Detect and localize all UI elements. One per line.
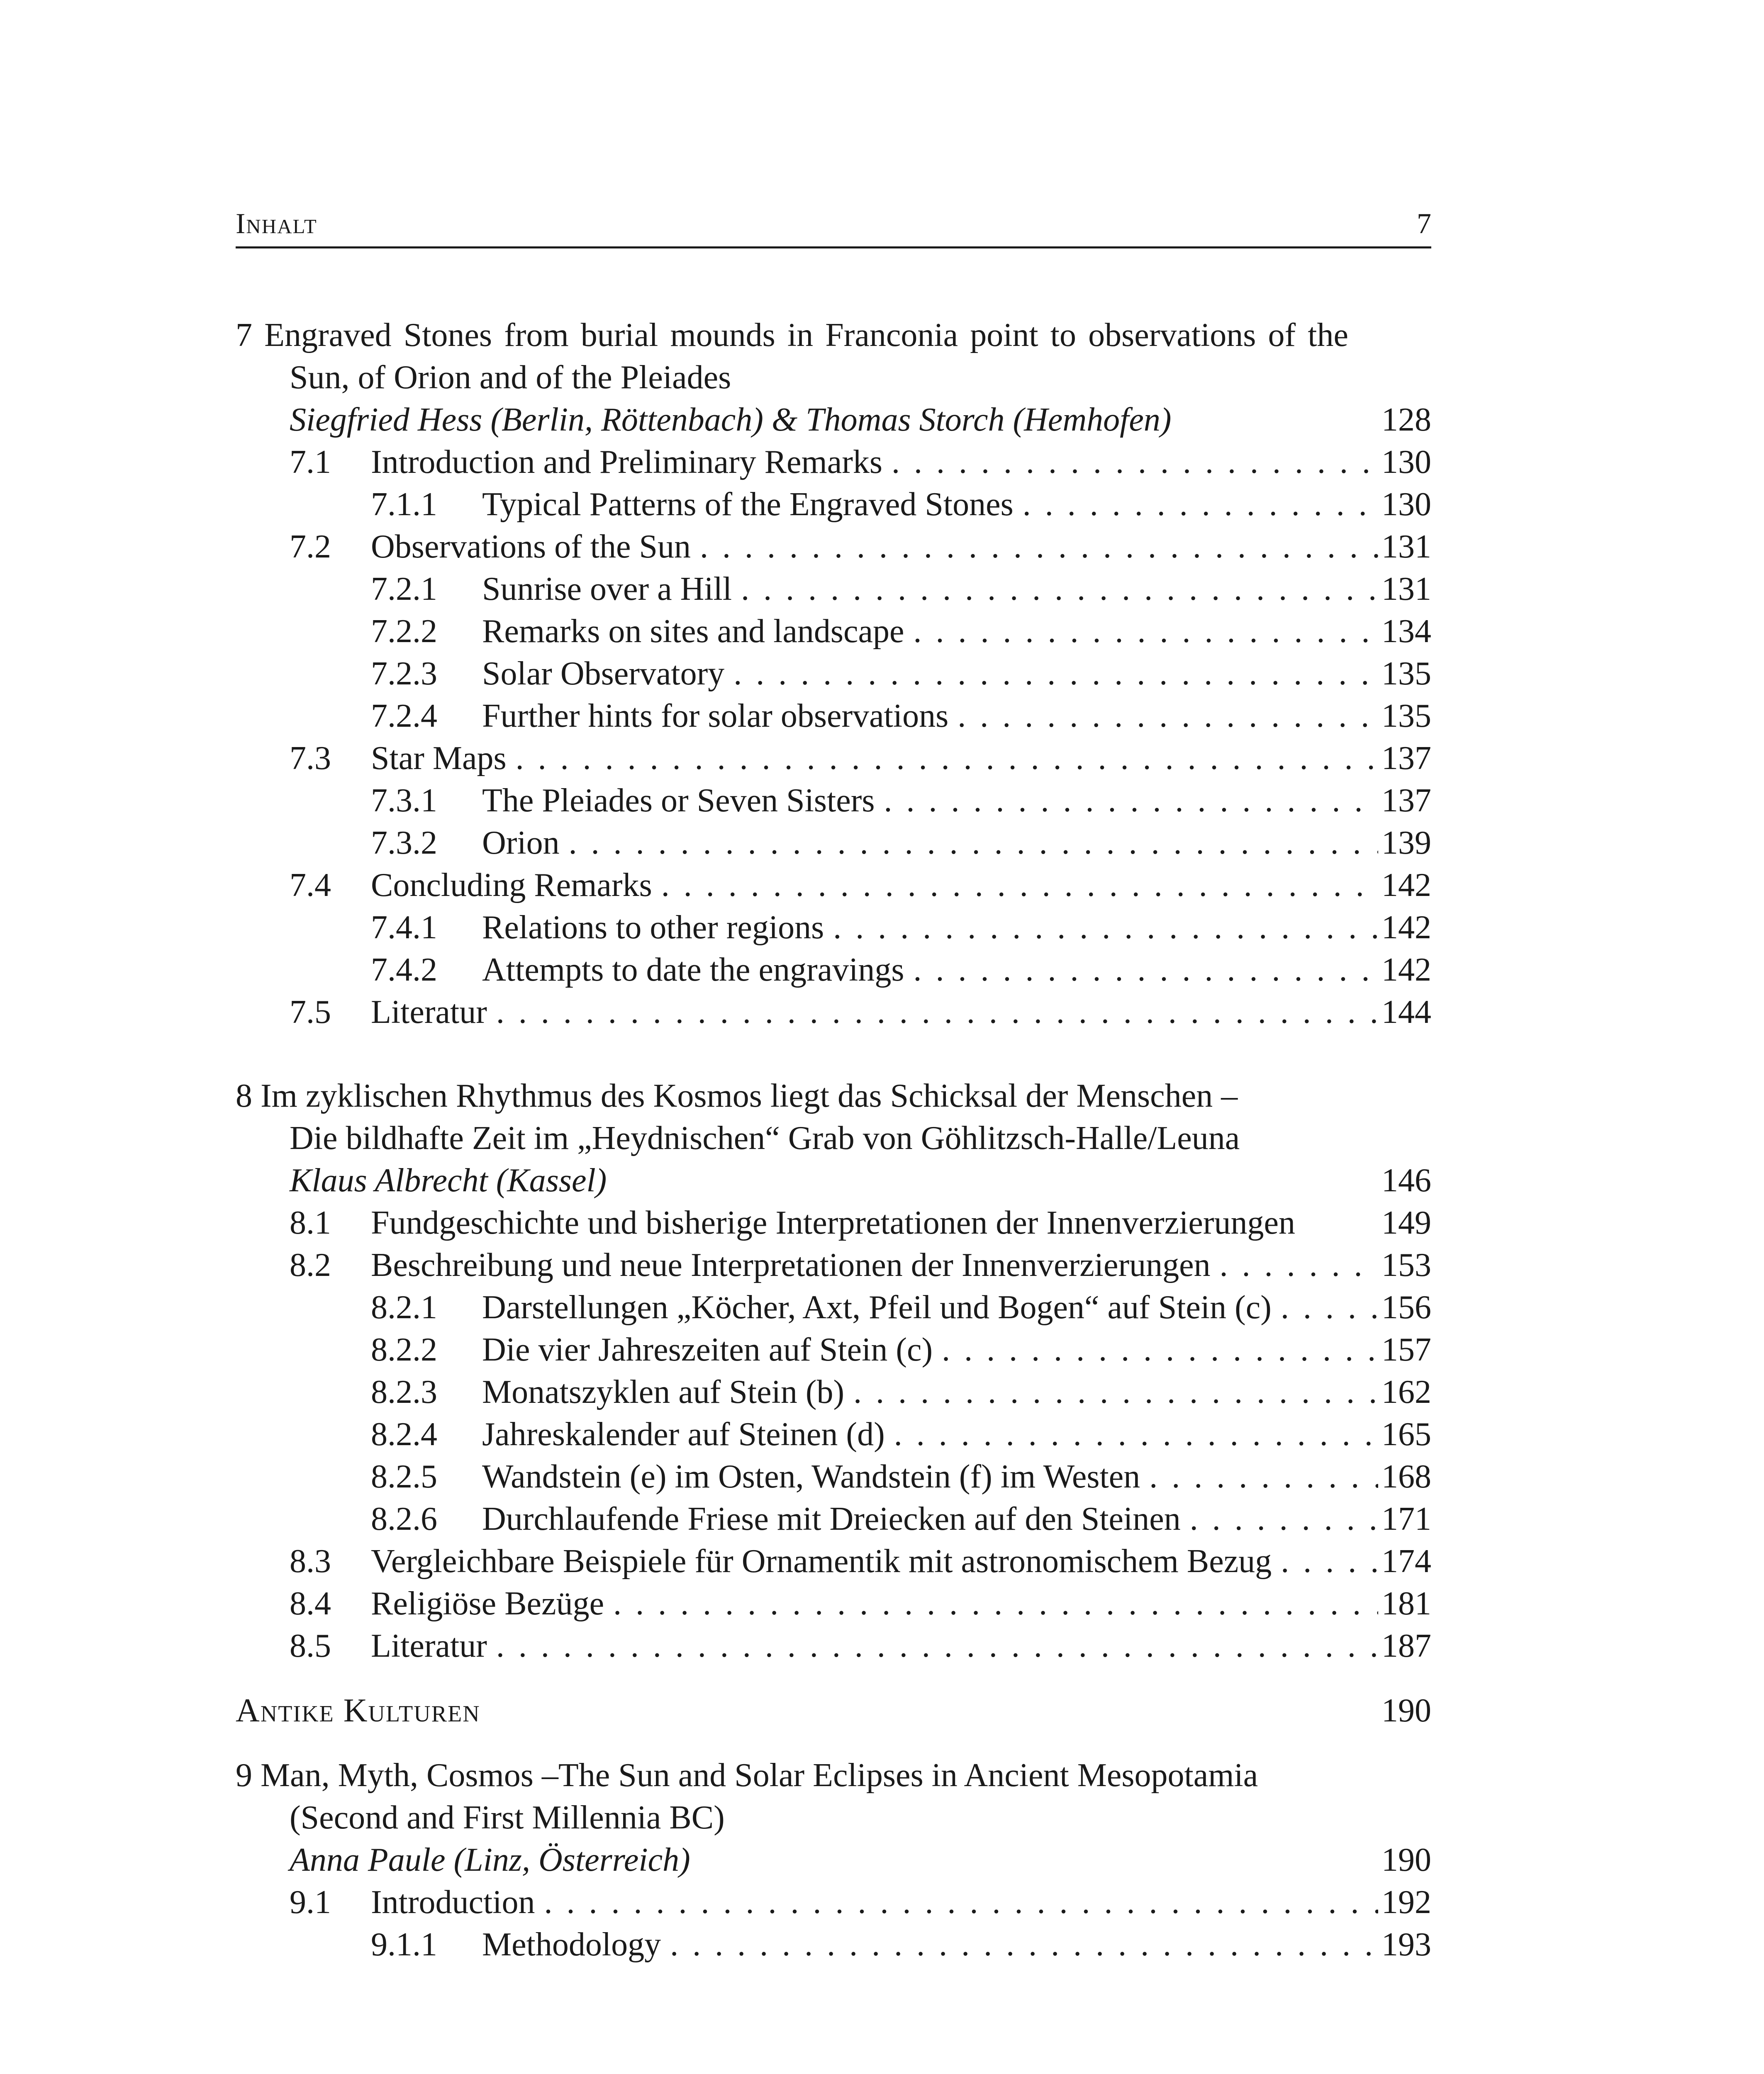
toc-entry[interactable] [236, 1456, 1431, 1498]
entry-label: Sunrise over a Hill [482, 571, 732, 607]
entry-label: Solar Observatory [482, 655, 725, 692]
entry-page: 135 [1381, 698, 1431, 734]
toc-entry[interactable] [236, 1625, 1431, 1667]
dot-leader [487, 991, 1378, 1033]
part-page: 190 [1381, 1692, 1431, 1729]
entry-number: 9.1 [290, 1884, 331, 1921]
entry-number: 8.1 [290, 1205, 331, 1241]
dot-leader [1211, 1244, 1378, 1286]
entry-label: Beschreibung und neue Interpretationen der Innenverzierungen [371, 1247, 1211, 1283]
entry-page: 139 [1381, 825, 1431, 861]
dot-leader [507, 737, 1378, 779]
entry-number: 8.2.3 [371, 1374, 437, 1410]
entry-page: 135 [1381, 655, 1431, 692]
dot-leader [904, 949, 1378, 991]
entry-number: 8.3 [290, 1543, 331, 1580]
chapter-author: Klaus Albrecht (Kassel) [290, 1162, 607, 1199]
chapter-title-line[interactable]: 8 Im zyklischen Rhythmus des Kosmos liegt das Schicksal der Menschen – [236, 1078, 1238, 1114]
chapter-author: Anna Paule (Linz, Österreich) [290, 1842, 690, 1878]
entry-label: Typical Patterns of the Engraved Stones [482, 486, 1014, 523]
entry-number: 7.4.1 [371, 909, 437, 946]
toc-entry[interactable] [236, 483, 1431, 526]
dot-leader [604, 1582, 1378, 1625]
dot-leader [691, 526, 1378, 568]
entry-label: Relations to other regions [482, 909, 824, 946]
entry-page: 130 [1381, 444, 1431, 480]
toc-entry[interactable] [236, 864, 1431, 906]
toc-entry[interactable] [236, 1286, 1431, 1329]
dot-leader [732, 568, 1378, 610]
entry-label: Methodology [482, 1926, 661, 1963]
entry-number: 7.2.3 [371, 655, 437, 692]
entry-number: 8.2.2 [371, 1332, 437, 1368]
dot-leader [875, 779, 1378, 822]
entry-number: 7.2.4 [371, 698, 437, 734]
entry-number: 8.4 [290, 1585, 331, 1622]
dot-leader [933, 1329, 1378, 1371]
dot-leader [487, 1625, 1378, 1667]
entry-number: 7.2 [290, 528, 331, 565]
dot-leader [1272, 1286, 1378, 1329]
entry-number: 7.2.2 [371, 613, 437, 650]
chapter-author-row [236, 1839, 1431, 1881]
toc-entry[interactable] [236, 1540, 1431, 1582]
toc-entry[interactable] [236, 652, 1431, 695]
entry-page: 142 [1381, 909, 1431, 946]
toc-entry[interactable] [236, 1371, 1431, 1413]
dot-leader [882, 441, 1378, 483]
entry-page: 168 [1381, 1458, 1431, 1495]
entry-number: 9.1.1 [371, 1926, 437, 1963]
chapter-title[interactable]: 7 Engraved Stones from burial mounds in Franconia point to observations of the Sun, of Orion and of the Pleiades [236, 317, 1348, 396]
entry-label: Further hints for solar observations [482, 698, 949, 734]
toc-entry[interactable] [236, 1881, 1431, 1923]
dot-leader [1272, 1540, 1378, 1582]
toc-entry[interactable] [236, 1413, 1431, 1456]
entry-page: 192 [1381, 1884, 1431, 1921]
chapter-author: Siegfried Hess (Berlin, Röttenbach) & Thomas Storch (Hemhofen) [290, 402, 1172, 438]
chapter-author-row [236, 1159, 1431, 1202]
entry-page: 165 [1381, 1416, 1431, 1453]
entry-label: Darstellungen „Köcher, Axt, Pfeil und Bogen“ auf Stein (c) [482, 1289, 1272, 1326]
chapter-start-page: 190 [1381, 1842, 1431, 1878]
chapter-start-page: 128 [1381, 402, 1431, 438]
dot-leader [885, 1413, 1378, 1456]
entry-page: 174 [1381, 1543, 1431, 1580]
dot-leader [652, 864, 1378, 906]
entry-page: 157 [1381, 1332, 1431, 1368]
running-head [236, 207, 1431, 248]
entry-label: Fundgeschichte und bisherige Interpretationen der Innenverzierungen [371, 1205, 1296, 1241]
entry-number: 7.2.1 [371, 571, 437, 607]
entry-page: 144 [1381, 994, 1431, 1030]
dot-leader [904, 610, 1379, 652]
entry-page: 130 [1381, 486, 1431, 523]
entry-label: Literatur [371, 1628, 487, 1664]
toc-entry[interactable] [236, 1329, 1431, 1371]
dot-leader [560, 822, 1378, 864]
entry-number: 8.2 [290, 1247, 331, 1283]
entry-number: 7.3.2 [371, 825, 437, 861]
dot-leader [535, 1881, 1378, 1923]
entry-label: Durchlaufende Friese mit Dreiecken auf den Steinen [482, 1501, 1181, 1537]
dot-leader [1181, 1498, 1378, 1540]
entry-page: 162 [1381, 1374, 1431, 1410]
entry-number: 7.4.2 [371, 952, 437, 988]
dot-leader [724, 652, 1378, 695]
entry-page: 171 [1381, 1501, 1431, 1537]
dot-leader [1014, 483, 1378, 526]
toc-entry[interactable] [236, 991, 1431, 1033]
entry-page: 193 [1381, 1926, 1431, 1963]
entry-label: Religiöse Bezüge [371, 1585, 604, 1622]
entry-page: 156 [1381, 1289, 1431, 1326]
entry-label: Star Maps [371, 740, 507, 777]
entry-label: Wandstein (e) im Osten, Wandstein (f) im Westen [482, 1458, 1140, 1495]
entry-page: 134 [1381, 613, 1431, 650]
toc-entry[interactable] [236, 779, 1431, 822]
entry-page: 137 [1381, 782, 1431, 819]
toc-entry[interactable] [236, 949, 1431, 991]
toc-entry[interactable] [236, 526, 1431, 568]
entry-number: 7.1.1 [371, 486, 437, 523]
entry-number: 8.2.1 [371, 1289, 437, 1326]
entry-page: 153 [1381, 1247, 1431, 1283]
entry-number: 7.3.1 [371, 782, 437, 819]
entry-label: Concluding Remarks [371, 867, 652, 903]
entry-label: Introduction and Preliminary Remarks [371, 444, 883, 480]
entry-page: 187 [1381, 1628, 1431, 1664]
toc-entry[interactable] [236, 737, 1431, 779]
entry-label: Orion [482, 825, 560, 861]
toc-entry[interactable] [236, 1244, 1431, 1286]
entry-number: 7.3 [290, 740, 331, 777]
entry-number: 7.1 [290, 444, 331, 480]
toc-entry[interactable] [236, 568, 1431, 610]
entry-number: 8.2.5 [371, 1458, 437, 1495]
dot-leader [824, 906, 1378, 949]
toc-entry[interactable] [236, 441, 1431, 483]
chapter-9 [236, 1754, 1431, 1966]
toc-entry[interactable] [236, 610, 1431, 652]
toc-entry[interactable] [236, 1498, 1431, 1540]
dot-leader [1140, 1456, 1378, 1498]
header-page-number: 7 [1417, 208, 1431, 240]
entry-number: 7.4 [290, 867, 331, 903]
toc-entry[interactable] [236, 695, 1431, 737]
dot-leader [948, 695, 1378, 737]
part-title: Antike Kulturen [236, 1692, 480, 1729]
part-heading[interactable] [236, 1689, 1431, 1732]
toc-entry[interactable] [236, 906, 1431, 949]
entry-label: Vergleichbare Beispiele für Ornamentik mit astronomischem Bezug [371, 1543, 1272, 1580]
toc-entry[interactable] [236, 1582, 1431, 1625]
entry-page: 137 [1381, 740, 1431, 777]
entry-number: 8.2.6 [371, 1501, 437, 1537]
toc-page [236, 207, 1431, 1980]
chapter-author-row [236, 399, 1431, 441]
entry-page: 181 [1381, 1585, 1431, 1622]
chapter-title-line[interactable]: Die bildhafte Zeit im „Heydnischen“ Grab von Göhlitzsch-Halle/Leuna [290, 1120, 1240, 1156]
chapter-title-line[interactable]: (Second and First Millennia BC) [290, 1799, 725, 1836]
entry-number: 8.2.4 [371, 1416, 437, 1453]
toc-entry[interactable] [236, 1923, 1431, 1966]
toc-entry[interactable] [236, 1202, 1431, 1244]
entry-label: The Pleiades or Seven Sisters [482, 782, 875, 819]
chapter-title-line[interactable]: 9 Man, Myth, Cosmos –The Sun and Solar Eclipses in Ancient Mesopotamia [236, 1757, 1258, 1794]
entry-label: Die vier Jahreszeiten auf Stein (c) [482, 1332, 933, 1368]
chapter-start-page: 146 [1381, 1162, 1431, 1199]
entry-label: Jahreskalender auf Steinen (d) [482, 1416, 885, 1453]
table-of-contents [236, 314, 1431, 1966]
toc-entry[interactable] [236, 822, 1431, 864]
entry-label: Literatur [371, 994, 487, 1030]
entry-page: 131 [1381, 528, 1431, 565]
entry-label: Monatszyklen auf Stein (b) [482, 1374, 845, 1410]
entry-number: 8.5 [290, 1628, 331, 1664]
entry-label: Introduction [371, 1884, 535, 1921]
entry-page: 131 [1381, 571, 1431, 607]
entry-page: 142 [1381, 867, 1431, 903]
entry-page: 142 [1381, 952, 1431, 988]
running-title: Inhalt [236, 208, 317, 240]
entry-label: Attempts to date the engravings [482, 952, 904, 988]
entry-label: Remarks on sites and landscape [482, 613, 904, 650]
dot-leader [661, 1923, 1378, 1966]
entry-page: 149 [1381, 1205, 1431, 1241]
chapter-8 [236, 1075, 1431, 1667]
entry-label: Observations of the Sun [371, 528, 691, 565]
chapter-7 [236, 314, 1431, 1033]
entry-number: 7.5 [290, 994, 331, 1030]
dot-leader [844, 1371, 1378, 1413]
